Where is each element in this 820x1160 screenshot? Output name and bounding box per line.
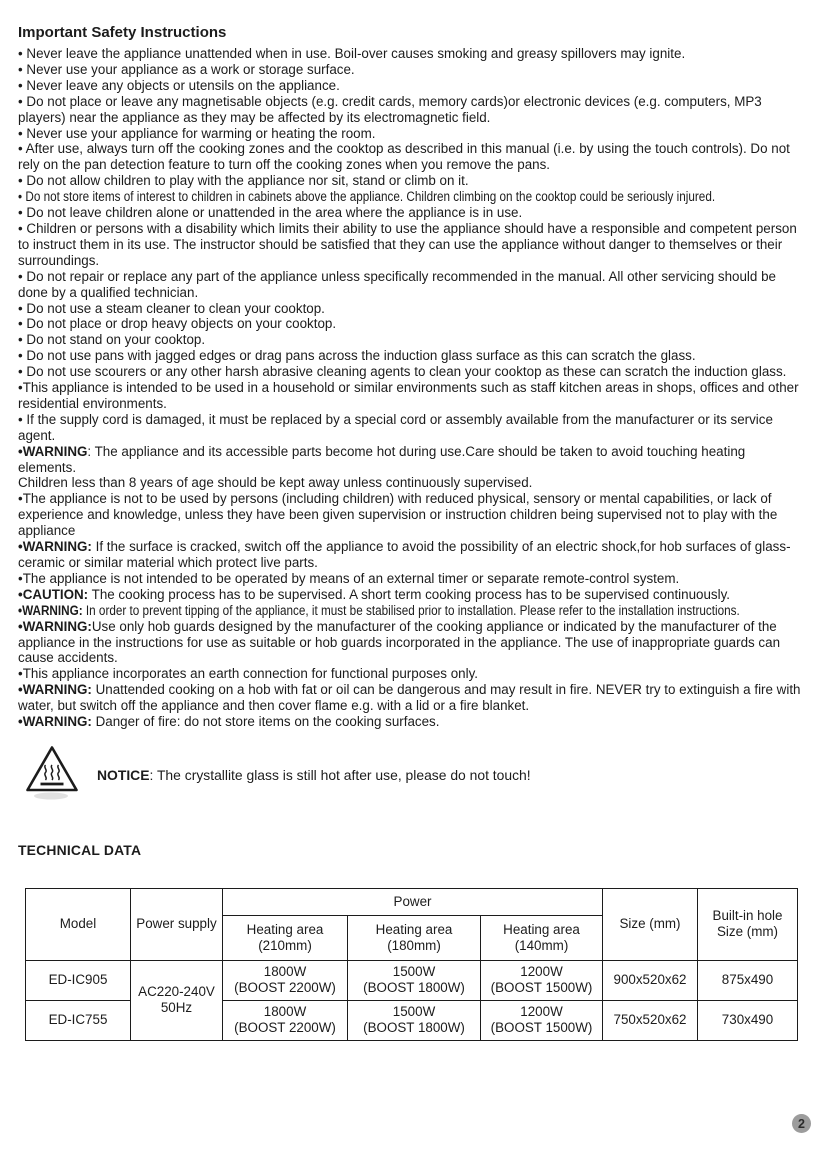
safety-instruction: Children less than 8 years of age should be kept away unless continuously supervised. (18, 475, 533, 491)
notice-message: : The crystallite glass is still hot after use, please do not touch! (149, 766, 531, 783)
power-boost-value: (BOOST 2200W) (234, 980, 336, 996)
safety-instruction: • Never leave any objects or utensils on the appliance. (18, 77, 340, 93)
power-supply-line2: 50Hz (160, 1000, 193, 1016)
power-boost-value: (BOOST 2200W) (234, 1020, 336, 1036)
safety-instruction: • Never leave the appliance unattended when in use. Boil-over causes smoking and greasy spillovers may ignite. (18, 46, 686, 61)
notice-text (97, 767, 531, 783)
safety-instruction: •This appliance is intended to be used in a household or similar environments such as staff kitchen areas in shops, offices and other residential environments. (18, 380, 799, 411)
col-header-builtin-hole (698, 888, 798, 960)
power-value: 1200W (520, 964, 563, 980)
safety-instruction: •WARNING: Danger of fire: do not store items on the cooking surfaces. (18, 714, 440, 730)
safety-instruction: • Do not stand on your cooktop. (18, 332, 206, 348)
col-header-size: Size (mm) (603, 888, 698, 960)
safety-instructions-list (18, 46, 805, 730)
col-header-model: Model (26, 888, 131, 960)
col-header-heating-180 (348, 915, 481, 960)
size-cell: 750x520x62 (603, 1000, 698, 1040)
power-value: 1500W (392, 964, 436, 980)
safety-instruction: •WARNING: In order to prevent tipping of the appliance, it must be stabilised prior to installation. Please refer to the installation instructions. (18, 602, 740, 618)
power-boost-value: (BOOST 1800W) (363, 1020, 465, 1036)
hole-size-cell: 875x490 (698, 960, 798, 1000)
notice-label: NOTICE (97, 766, 150, 783)
safety-instruction: • Children or persons with a disability which limits their ability to use the appliance should have a responsible and competent person to instruct them in its use. The instructor should be satisfied that they can use the appliance without danger to themselves or their surroundings. (18, 220, 797, 268)
power-value: 1800W (263, 964, 307, 980)
power-boost-value: (BOOST 1500W) (490, 980, 593, 996)
power-cell (348, 1000, 481, 1040)
heating-180-line1: Heating area (375, 921, 453, 937)
safety-instruction: • Never use your appliance for warming or heating the room. (18, 125, 376, 141)
notice-row (24, 744, 805, 806)
model-cell: ED-IC905 (26, 960, 131, 1000)
safety-instruction: •The appliance is not to be used by persons (including children) with reduced physical, sensory or mental capabilities, or lack of experience and knowledge, unless they have been given supervision or instruction children being supervised not to play with the appliance (18, 491, 778, 539)
power-boost-value: (BOOST 1500W) (490, 1020, 593, 1036)
safety-instruction: • If the supply cord is damaged, it must be replaced by a special cord or assembly available from the manufacturer or its service agent. (18, 411, 773, 443)
power-boost-value: (BOOST 1800W) (363, 980, 465, 996)
heating-210-line2: (210mm) (258, 937, 312, 953)
safety-instruction: • Do not repair or replace any part of the appliance unless specifically recommended in the manual. All other servicing should be done by a qualified technician. (18, 268, 776, 300)
safety-instruction: •CAUTION: The cooking process has to be supervised. A short term cooking process has to be supervised continuously. (18, 586, 731, 602)
safety-instruction: • Do not leave children alone or unattended in the area where the appliance is in use. (18, 205, 523, 221)
safety-instruction: •The appliance is not intended to be operated by means of an external timer or separate remote-control system. (18, 570, 680, 586)
safety-instruction: • Do not place or leave any magnetisable objects (e.g. credit cards, memory cards)or electronic devices (e.g. computers, MP3 players) near the appliance as they may be affected by its electromagnetic field. (18, 93, 762, 125)
hole-size-cell: 730x490 (698, 1000, 798, 1040)
table-row (26, 960, 798, 1000)
power-cell (348, 960, 481, 1000)
safety-instruction: •This appliance incorporates an earth connection for functional purposes only. (18, 666, 479, 682)
safety-instruction: • Do not store items of interest to children in cabinets above the appliance. Children climbing on the cooktop could be seriously injured. (18, 189, 716, 205)
heating-140-line2: (140mm) (514, 937, 569, 953)
col-header-builtin-hole-line1: Built-in hole (712, 908, 783, 924)
power-supply-line1: AC220-240V (138, 984, 215, 1000)
safety-instruction: • After use, always turn off the cooking zones and the cooktop as described in this manual (i.e. by using the touch controls). Do not rely on the pan detection feature to turn off the cooking zones when you remove the pans. (18, 141, 790, 173)
power-value: 1200W (520, 1004, 563, 1020)
heating-210-line1: Heating area (246, 921, 324, 937)
model-cell: ED-IC755 (26, 1000, 131, 1040)
heating-140-line1: Heating area (503, 921, 580, 937)
size-cell: 900x520x62 (603, 960, 698, 1000)
power-value: 1500W (392, 1004, 436, 1020)
col-header-power-supply: Power supply (131, 888, 223, 960)
col-header-heating-140 (481, 915, 603, 960)
safety-instruction: • Do not use a steam cleaner to clean your cooktop. (18, 300, 325, 316)
table-header-row-1 (26, 888, 798, 915)
safety-instruction: •WARNING: The appliance and its accessible parts become hot during use.Care should be taken to avoid touching heating elements. (18, 443, 746, 475)
safety-instruction: • Do not use pans with jagged edges or drag pans across the induction glass surface as this can scratch the glass. (18, 348, 696, 364)
power-cell (481, 960, 603, 1000)
hot-surface-warning-icon (24, 743, 82, 806)
safety-instruction: • Do not allow children to play with the appliance nor sit, stand or climb on it. (18, 173, 469, 189)
safety-instruction: •WARNING: If the surface is cracked, switch off the appliance to avoid the possibility of an electric shock,for hob surfaces of glass-ceramic or similar material which protect live parts. (18, 539, 791, 570)
safety-instruction: • Do not place or drop heavy objects on your cooktop. (18, 316, 337, 332)
safety-instruction: •WARNING:Use only hob guards designed by the manufacturer of the cooking appliance or indicated by the manufacturer of the appliance in the instructions for use as suitable or hob guards incorporated in the appliance. The use of inappropriate guards can cause accidents. (18, 618, 781, 666)
page-number-badge: 2 (792, 1114, 811, 1133)
heating-180-line2: (180mm) (387, 937, 441, 953)
technical-data-table (25, 888, 798, 1041)
power-cell (223, 960, 348, 1000)
col-header-heating-210 (223, 915, 348, 960)
safety-instruction: • Never use your appliance as a work or storage surface. (18, 61, 355, 77)
safety-instruction: • Do not use scourers or any other harsh abrasive cleaning agents to clean your cooktop as these can scratch the induction glass. (18, 364, 787, 380)
power-supply-cell (131, 960, 223, 1040)
safety-instructions-heading: Important Safety Instructions (18, 24, 227, 41)
power-value: 1800W (263, 1004, 307, 1020)
power-cell (223, 1000, 348, 1040)
power-cell (481, 1000, 603, 1040)
col-header-builtin-hole-line2: Size (mm) (717, 924, 778, 940)
safety-instruction: •WARNING: Unattended cooking on a hob with fat or oil can be dangerous and may result in fire. NEVER try to extinguish a fire with water, but switch off the appliance and then cover flame e.g. with a lid or a fire blanket. (18, 682, 801, 714)
col-header-power-group: Power (223, 888, 603, 915)
technical-data-heading: TECHNICAL DATA (18, 841, 142, 858)
